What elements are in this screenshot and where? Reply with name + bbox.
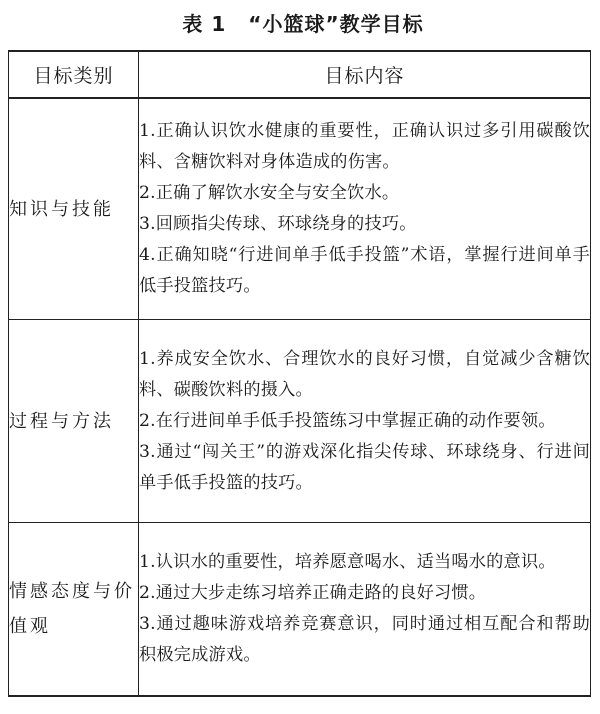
table-number: 表 1 (182, 12, 227, 36)
teaching-goals-table (8, 50, 591, 697)
category-cell: 知识与技能 (9, 98, 139, 320)
table-header-row (9, 51, 591, 98)
category-cell: 情感态度与价值观 (9, 523, 139, 697)
goal-item: 1.养成安全饮水、合理饮水的良好习惯，自觉减少含糖饮料、碳酸饮料的摄入。 (139, 348, 590, 400)
content-cell (139, 523, 591, 697)
content-cell (139, 98, 591, 320)
goal-item: 2.正确了解饮水安全与安全饮水。 (139, 183, 400, 203)
table-row-attitudes-values (9, 523, 591, 697)
table-caption (0, 8, 600, 37)
goal-item: 1.正确认识饮水健康的重要性，正确认识过多引用碳酸饮料、含糖饮料对身体造成的伤害。 (139, 121, 590, 172)
goal-item: 3.通过“闯关王”的游戏深化指尖传球、环球绕身、行进间单手低手投篮的技巧。 (139, 441, 590, 493)
goal-item: 2.通过大步走练习培养正确走路的良好习惯。 (139, 583, 487, 603)
goal-item: 2.在行进间单手低手投篮练习中掌握正确的动作要领。 (139, 410, 556, 431)
content-cell (139, 320, 591, 523)
header-content: 目标内容 (139, 51, 591, 98)
goal-item: 4.正确知晓“行进间单手低手投篮”术语，掌握行进间单手低手投篮技巧。 (139, 245, 590, 296)
goal-item: 3.回顾指尖传球、环球绕身的技巧。 (139, 214, 417, 234)
goal-item: 1.认识水的重要性，培养愿意喝水、适当喝水的意识。 (139, 552, 556, 572)
goal-item: 3.通过趣味游戏培养竞赛意识，同时通过相互配合和帮助积极完成游戏。 (139, 614, 590, 665)
table-row-process-methods (9, 320, 591, 523)
table-title: “小篮球”教学目标 (248, 12, 424, 36)
header-category: 目标类别 (9, 51, 139, 98)
table-row-knowledge-skills (9, 98, 591, 320)
category-cell: 过程与方法 (9, 320, 139, 523)
